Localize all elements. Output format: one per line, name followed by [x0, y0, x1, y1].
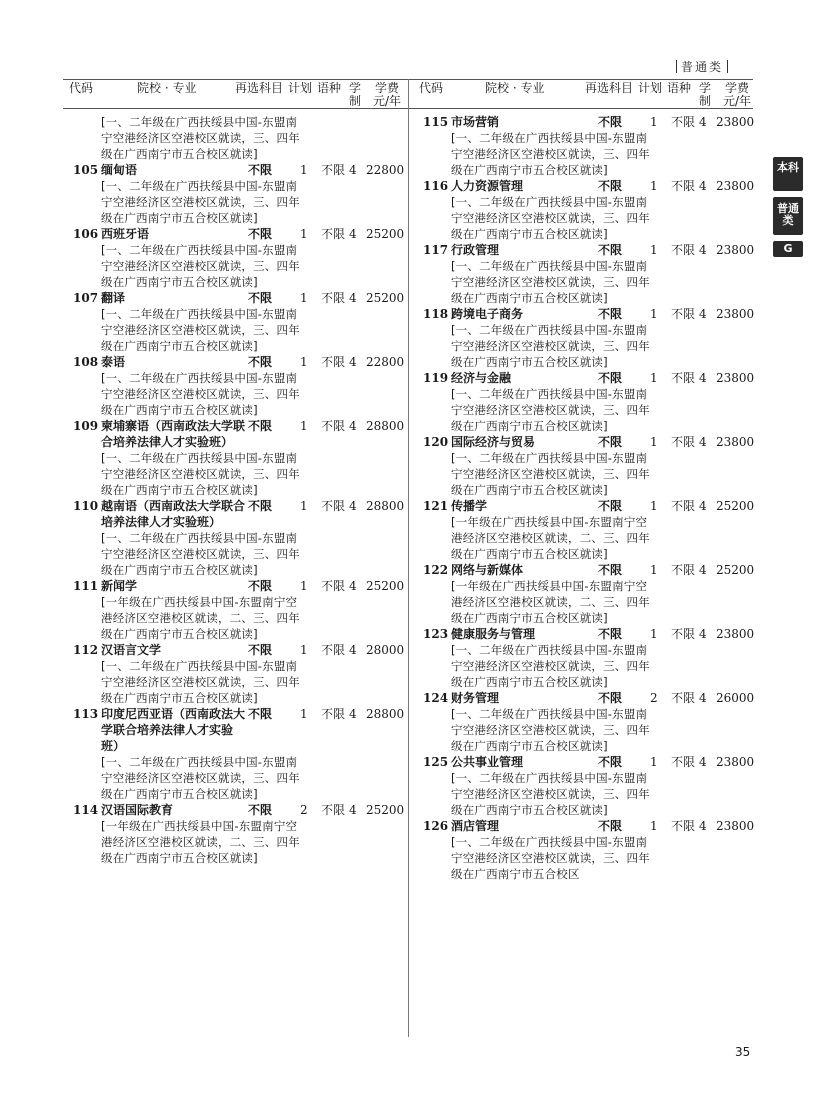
table-row	[413, 242, 758, 306]
category-label-text: 普通类	[681, 60, 724, 74]
language: 不限	[321, 291, 346, 305]
tuition-fee: 23800	[716, 179, 755, 193]
left-column	[63, 114, 408, 866]
tuition-fee: 28000	[366, 643, 405, 657]
header-lang: 语种	[317, 81, 342, 95]
required-subject: 不限	[248, 227, 273, 241]
header-school-major: 院校 · 专业	[137, 81, 197, 95]
plan-count: 1	[650, 371, 658, 385]
language: 不限	[321, 643, 346, 657]
program-note: [一、二年级在广西扶绥县中国-东盟南宁空港经济区空港校区就读，三、四年级在广西南宁市五合校区就读]	[451, 643, 650, 689]
header-school-major: 院校 · 专业	[485, 81, 545, 95]
required-subject: 不限	[248, 291, 273, 305]
tuition-fee: 25200	[366, 803, 405, 817]
plan-count: 1	[650, 499, 658, 513]
tuition-fee: 23800	[716, 371, 755, 385]
language: 不限	[321, 227, 346, 241]
plan-count: 1	[650, 819, 658, 833]
required-subject: 不限	[598, 691, 623, 705]
study-years: 4	[699, 435, 707, 449]
program-code: 126	[423, 819, 449, 833]
program-name: 传播学	[451, 499, 488, 513]
program-note: [一、二年级在广西扶绥县中国-东盟南宁空港经济区空港校区就读，三、四年级在广西南宁市五合校区就读]	[451, 259, 650, 305]
program-note: [一、二年级在广西扶绥县中国-东盟南宁空港经济区空港校区就读，三、四年级在广西南宁市五合校区	[451, 835, 650, 881]
program-code: 109	[73, 419, 99, 433]
tab-g: G	[773, 241, 803, 257]
header-lang: 语种	[667, 81, 692, 95]
tuition-fee: 23800	[716, 627, 755, 641]
study-years: 4	[699, 115, 707, 129]
study-years: 4	[349, 579, 357, 593]
table-header-left	[63, 82, 408, 108]
program-code: 116	[423, 179, 449, 193]
program-code: 117	[423, 243, 449, 257]
tuition-fee: 26000	[716, 691, 755, 705]
program-code: 119	[423, 371, 449, 385]
study-years: 4	[699, 691, 707, 705]
required-subject: 不限	[598, 179, 623, 193]
plan-count: 1	[300, 355, 308, 369]
table-row	[63, 114, 408, 162]
tab-undergraduate: 本科	[773, 157, 803, 191]
program-code: 125	[423, 755, 449, 769]
required-subject: 不限	[248, 163, 273, 177]
program-note: [一、二年级在广西扶绥县中国-东盟南宁空港经济区空港校区就读，三、四年级在广西南宁市五合校区就读]	[101, 659, 300, 705]
program-name: 健康服务与管理	[451, 627, 536, 641]
header-subject: 再选科目	[585, 81, 634, 95]
header-fee: 学费元/年	[722, 81, 752, 108]
required-subject: 不限	[598, 243, 623, 257]
tuition-fee: 28800	[366, 419, 405, 433]
table-row	[63, 498, 408, 578]
required-subject: 不限	[248, 355, 273, 369]
tuition-fee: 25200	[366, 579, 405, 593]
program-note: [一、二年级在广西扶绥县中国-东盟南宁空港经济区空港校区就读，三、四年级在广西南宁市五合校区就读]	[451, 707, 650, 753]
plan-count: 1	[300, 579, 308, 593]
page-number: 35	[735, 1045, 751, 1059]
required-subject: 不限	[248, 499, 273, 513]
table-row	[413, 370, 758, 434]
language: 不限	[671, 755, 696, 769]
header-subject: 再选科目	[235, 81, 284, 95]
language: 不限	[321, 419, 346, 433]
plan-count: 1	[650, 563, 658, 577]
header-years: 学制	[349, 81, 362, 108]
study-years: 4	[699, 371, 707, 385]
program-note: [一年级在广西扶绥县中国-东盟南宁空港经济区空港校区就读，二、三、四年级在广西南宁市五合校区就读]	[101, 819, 300, 865]
table-row	[413, 434, 758, 498]
tuition-fee: 23800	[716, 115, 755, 129]
plan-count: 1	[650, 627, 658, 641]
tuition-fee: 28800	[366, 499, 405, 513]
required-subject: 不限	[248, 643, 273, 657]
program-code: 112	[73, 643, 99, 657]
language: 不限	[321, 163, 346, 177]
category-label	[672, 58, 768, 75]
table-row	[413, 178, 758, 242]
language: 不限	[671, 179, 696, 193]
study-years: 4	[349, 291, 357, 305]
program-name: 酒店管理	[451, 819, 500, 833]
program-name: 越南语（西南政法大学联合培养法律人才实验班）	[101, 499, 246, 529]
program-name: 翻译	[101, 291, 126, 305]
program-note: [一、二年级在广西扶绥县中国-东盟南宁空港经济区空港校区就读，三、四年级在广西南宁市五合校区就读]	[101, 243, 300, 289]
plan-count: 1	[300, 419, 308, 433]
required-subject: 不限	[598, 371, 623, 385]
study-years: 4	[699, 243, 707, 257]
plan-count: 1	[300, 499, 308, 513]
required-subject: 不限	[598, 563, 623, 577]
language: 不限	[671, 307, 696, 321]
program-code: 114	[73, 803, 99, 817]
program-name: 泰语	[101, 355, 126, 369]
table-row	[413, 690, 758, 754]
language: 不限	[321, 579, 346, 593]
study-years: 4	[349, 163, 357, 177]
table-row	[413, 498, 758, 562]
program-code: 120	[423, 435, 449, 449]
table-row	[413, 754, 758, 818]
program-note: [一、二年级在广西扶绥县中国-东盟南宁空港经济区空港校区就读，三、四年级在广西南宁市五合校区就读]	[451, 195, 650, 241]
tuition-fee: 23800	[716, 819, 755, 833]
program-code: 123	[423, 627, 449, 641]
table-row	[63, 162, 408, 226]
study-years: 4	[699, 755, 707, 769]
table-row	[413, 626, 758, 690]
table-row	[413, 818, 758, 882]
program-code: 118	[423, 307, 449, 321]
program-name: 印度尼西亚语（西南政法大学联合培养法律人才实验班）	[101, 707, 246, 753]
plan-count: 2	[650, 691, 658, 705]
required-subject: 不限	[598, 755, 623, 769]
plan-count: 1	[300, 227, 308, 241]
tuition-fee: 28800	[366, 707, 405, 721]
program-note: [一、二年级在广西扶绥县中国-东盟南宁空港经济区空港校区就读，三、四年级在广西南宁市五合校区就读]	[451, 771, 650, 817]
program-note: [一年级在广西扶绥县中国-东盟南宁空港经济区空港校区就读，二、三、四年级在广西南宁市五合校区就读]	[451, 515, 650, 561]
program-code: 122	[423, 563, 449, 577]
program-name: 汉语言文学	[101, 643, 162, 657]
program-name: 国际经济与贸易	[451, 435, 536, 449]
table-row	[413, 562, 758, 626]
plan-count: 1	[300, 643, 308, 657]
language: 不限	[671, 563, 696, 577]
language: 不限	[671, 627, 696, 641]
tuition-fee: 22800	[366, 355, 405, 369]
required-subject: 不限	[598, 627, 623, 641]
right-column	[413, 114, 758, 882]
program-note: [一、二年级在广西扶绥县中国-东盟南宁空港经济区空港校区就读，三、四年级在广西南宁市五合校区就读]	[101, 531, 300, 577]
table-row	[63, 706, 408, 802]
plan-count: 1	[650, 755, 658, 769]
program-name: 财务管理	[451, 691, 500, 705]
program-name: 汉语国际教育	[101, 803, 174, 817]
language: 不限	[671, 435, 696, 449]
program-name: 新闻学	[101, 579, 138, 593]
program-note: [一、二年级在广西扶绥县中国-东盟南宁空港经济区空港校区就读，三、四年级在广西南宁市五合校区就读]	[101, 371, 300, 417]
language: 不限	[671, 499, 696, 513]
tuition-fee: 22800	[366, 163, 405, 177]
tuition-fee: 25200	[716, 499, 755, 513]
program-note: [一、二年级在广西扶绥县中国-东盟南宁空港经济区空港校区就读，三、四年级在广西南宁市五合校区就读]	[451, 131, 650, 177]
tab-general-category: 普通类	[773, 197, 803, 235]
tuition-fee: 23800	[716, 435, 755, 449]
language: 不限	[321, 355, 346, 369]
table-row	[63, 418, 408, 498]
required-subject: 不限	[598, 115, 623, 129]
category-bar-left	[676, 60, 677, 73]
required-subject: 不限	[248, 579, 273, 593]
header-plan: 计划	[638, 81, 663, 95]
program-note: [一年级在广西扶绥县中国-东盟南宁空港经济区空港校区就读，二、三、四年级在广西南宁市五合校区就读]	[451, 579, 650, 625]
required-subject: 不限	[598, 435, 623, 449]
study-years: 4	[699, 627, 707, 641]
study-years: 4	[349, 643, 357, 657]
program-name: 人力资源管理	[451, 179, 524, 193]
plan-count: 1	[650, 435, 658, 449]
program-note: [一、二年级在广西扶绥县中国-东盟南宁空港经济区空港校区就读，三、四年级在广西南宁市五合校区就读]	[101, 451, 300, 497]
program-code: 106	[73, 227, 99, 241]
plan-count: 1	[650, 115, 658, 129]
program-code: 111	[73, 579, 99, 593]
tuition-fee: 25200	[366, 227, 405, 241]
table-row	[63, 642, 408, 706]
program-code: 108	[73, 355, 99, 369]
plan-count: 1	[300, 291, 308, 305]
plan-count: 1	[300, 707, 308, 721]
language: 不限	[671, 371, 696, 385]
tuition-fee: 23800	[716, 243, 755, 257]
tuition-fee: 23800	[716, 755, 755, 769]
program-note: [一年级在广西扶绥县中国-东盟南宁空港经济区空港校区就读，二、三、四年级在广西南宁市五合校区就读]	[101, 595, 300, 641]
plan-count: 1	[650, 243, 658, 257]
program-note: [一、二年级在广西扶绥县中国-东盟南宁空港经济区空港校区就读，三、四年级在广西南宁市五合校区就读]	[101, 179, 300, 225]
study-years: 4	[699, 499, 707, 513]
header-code: 代码	[419, 81, 444, 95]
required-subject: 不限	[598, 499, 623, 513]
language: 不限	[671, 691, 696, 705]
tuition-fee: 25200	[366, 291, 405, 305]
table-row	[63, 578, 408, 642]
study-years: 4	[349, 499, 357, 513]
table-header-right	[413, 82, 758, 108]
program-code: 110	[73, 499, 99, 513]
study-years: 4	[699, 563, 707, 577]
program-note: [一、二年级在广西扶绥县中国-东盟南宁空港经济区空港校区就读，三、四年级在广西南宁市五合校区就读]	[101, 755, 300, 801]
required-subject: 不限	[248, 803, 273, 817]
program-code: 105	[73, 163, 99, 177]
table-row	[63, 802, 408, 866]
program-name: 缅甸语	[101, 163, 138, 177]
category-bar-right	[727, 60, 728, 73]
program-name: 柬埔寨语（西南政法大学联合培养法律人才实验班）	[101, 419, 246, 449]
language: 不限	[321, 803, 346, 817]
program-note: [一、二年级在广西扶绥县中国-东盟南宁空港经济区空港校区就读，三、四年级在广西南宁市五合校区就读]	[451, 387, 650, 433]
header-years: 学制	[699, 81, 712, 108]
plan-count: 2	[300, 803, 308, 817]
table-row	[413, 114, 758, 178]
required-subject: 不限	[598, 307, 623, 321]
study-years: 4	[349, 419, 357, 433]
required-subject: 不限	[248, 419, 273, 433]
study-years: 4	[349, 707, 357, 721]
program-name: 市场营销	[451, 115, 500, 129]
program-code: 107	[73, 291, 99, 305]
plan-count: 1	[650, 179, 658, 193]
program-note: [一、二年级在广西扶绥县中国-东盟南宁空港经济区空港校区就读，三、四年级在广西南宁市五合校区就读]	[451, 451, 650, 497]
language: 不限	[671, 819, 696, 833]
language: 不限	[671, 115, 696, 129]
tuition-fee: 23800	[716, 307, 755, 321]
study-years: 4	[349, 355, 357, 369]
table-row	[63, 290, 408, 354]
header-plan: 计划	[288, 81, 313, 95]
program-note: [一、二年级在广西扶绥县中国-东盟南宁空港经济区空港校区就读，三、四年级在广西南宁市五合校区就读]	[101, 307, 300, 353]
study-years: 4	[349, 227, 357, 241]
program-name: 西班牙语	[101, 227, 150, 241]
study-years: 4	[699, 179, 707, 193]
program-code: 124	[423, 691, 449, 705]
language: 不限	[321, 499, 346, 513]
header-code: 代码	[69, 81, 94, 95]
language: 不限	[671, 243, 696, 257]
required-subject: 不限	[248, 707, 273, 721]
program-name: 经济与金融	[451, 371, 512, 385]
program-name: 网络与新媒体	[451, 563, 524, 577]
required-subject: 不限	[598, 819, 623, 833]
tuition-fee: 25200	[716, 563, 755, 577]
header-fee: 学费元/年	[372, 81, 402, 108]
study-years: 4	[699, 307, 707, 321]
program-name: 公共事业管理	[451, 755, 524, 769]
program-code: 115	[423, 115, 449, 129]
side-tabs	[773, 157, 803, 263]
program-note: [一、二年级在广西扶绥县中国-东盟南宁空港经济区空港校区就读，三、四年级在广西南宁市五合校区就读]	[101, 115, 300, 161]
program-name: 行政管理	[451, 243, 500, 257]
plan-count: 1	[300, 163, 308, 177]
program-code: 121	[423, 499, 449, 513]
table-row	[63, 354, 408, 418]
table-row	[413, 306, 758, 370]
column-divider	[408, 79, 409, 1037]
language: 不限	[321, 707, 346, 721]
program-name: 跨境电子商务	[451, 307, 524, 321]
plan-count: 1	[650, 307, 658, 321]
study-years: 4	[699, 819, 707, 833]
study-years: 4	[349, 803, 357, 817]
program-code: 113	[73, 707, 99, 721]
table-row	[63, 226, 408, 290]
program-note: [一、二年级在广西扶绥县中国-东盟南宁空港经济区空港校区就读，三、四年级在广西南宁市五合校区就读]	[451, 323, 650, 369]
